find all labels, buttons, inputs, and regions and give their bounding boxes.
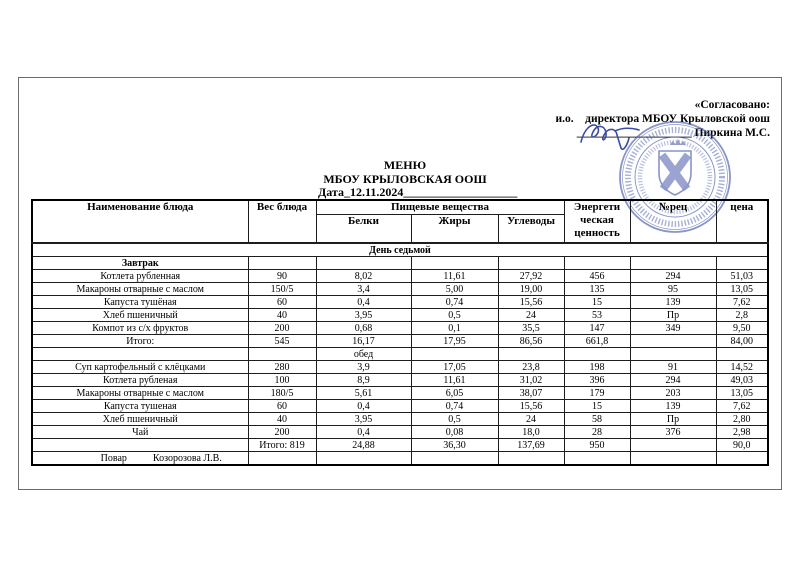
cell-carbs: 18,0 xyxy=(498,426,564,439)
cell-carbs: 86,56 xyxy=(498,335,564,348)
cell-energy xyxy=(564,348,630,361)
cell-recipe: Пр xyxy=(630,413,716,426)
data-row xyxy=(32,426,768,439)
cell-energy: 661,8 xyxy=(564,335,630,348)
signature-underline: ____________________ xyxy=(576,127,692,139)
data-row xyxy=(32,296,768,309)
cell-fat: 0,1 xyxy=(411,322,498,335)
menu-table-header xyxy=(32,200,768,243)
cell-weight xyxy=(248,257,316,270)
data-row xyxy=(32,387,768,400)
cell-protein: 24,88 xyxy=(316,439,411,452)
section-row xyxy=(32,257,768,270)
day-title: День седьмой xyxy=(32,243,768,257)
cell-carbs: 19,00 xyxy=(498,283,564,296)
cell-energy: 147 xyxy=(564,322,630,335)
cell-energy: 28 xyxy=(564,426,630,439)
cell-fat: 0,5 xyxy=(411,413,498,426)
cell-carbs: 35,5 xyxy=(498,322,564,335)
cell-recipe xyxy=(630,335,716,348)
cell-protein: 0,68 xyxy=(316,322,411,335)
data-row xyxy=(32,413,768,426)
cell-recipe: 139 xyxy=(630,296,716,309)
cell-protein: 5,61 xyxy=(316,387,411,400)
header-protein: Белки xyxy=(316,215,411,244)
header-carbs: Углеводы xyxy=(498,215,564,244)
cell-price: 2,80 xyxy=(716,413,768,426)
cell-name: Чай xyxy=(32,426,248,439)
cell-carbs: 23,8 xyxy=(498,361,564,374)
cell-weight: Итого: 819 xyxy=(248,439,316,452)
cell-protein: 3,9 xyxy=(316,361,411,374)
cell-fat: 0,5 xyxy=(411,309,498,322)
cell-weight: 200 xyxy=(248,426,316,439)
menu-title: МЕНЮ xyxy=(383,158,427,172)
cell-carbs: 24 xyxy=(498,309,564,322)
cell-fat: 0,74 xyxy=(411,400,498,413)
cell-energy: 179 xyxy=(564,387,630,400)
data-row xyxy=(32,374,768,387)
cell-energy: 456 xyxy=(564,270,630,283)
cell-price: 2,8 xyxy=(716,309,768,322)
cell-carbs xyxy=(498,348,564,361)
cell-recipe xyxy=(630,452,716,466)
cell-fat xyxy=(411,452,498,466)
cell-name: Суп картофельный с клёцками xyxy=(32,361,248,374)
cell-price: 84,00 xyxy=(716,335,768,348)
cell-name: Котлета рубленая xyxy=(32,374,248,387)
cell-weight: 150/5 xyxy=(248,283,316,296)
cell-protein xyxy=(316,452,411,466)
cell-weight xyxy=(248,348,316,361)
header-row-1 xyxy=(32,200,768,215)
cell-price: 9,50 xyxy=(716,322,768,335)
cell-protein: 3,95 xyxy=(316,413,411,426)
cell-carbs: 15,56 xyxy=(498,296,564,309)
day-row xyxy=(32,243,768,257)
cell-energy: 15 xyxy=(564,296,630,309)
cell-weight xyxy=(248,452,316,466)
cell-recipe: 139 xyxy=(630,400,716,413)
cell-weight: 60 xyxy=(248,296,316,309)
cell-energy: 53 xyxy=(564,309,630,322)
cell-weight: 280 xyxy=(248,361,316,374)
cell-protein: 8,9 xyxy=(316,374,411,387)
cell-price xyxy=(716,348,768,361)
data-row xyxy=(32,400,768,413)
approval-line-1: «Согласовано: xyxy=(694,99,770,111)
cell-recipe: 203 xyxy=(630,387,716,400)
header-recipe-number: №рец xyxy=(630,200,716,243)
cell-recipe xyxy=(630,439,716,452)
cell-protein: 0,4 xyxy=(316,296,411,309)
cell-name: Хлеб пшеничный xyxy=(32,309,248,322)
cell-weight: 40 xyxy=(248,309,316,322)
title-block xyxy=(250,159,560,200)
cell-protein: 0,4 xyxy=(316,400,411,413)
cell-recipe: 294 xyxy=(630,374,716,387)
cell-protein: 0,4 xyxy=(316,426,411,439)
cell-price xyxy=(716,452,768,466)
cell-name: Компот из с/х фруктов xyxy=(32,322,248,335)
cell-weight: 90 xyxy=(248,270,316,283)
cell-protein: 8,02 xyxy=(316,270,411,283)
cell-energy xyxy=(564,257,630,270)
cell-carbs xyxy=(498,452,564,466)
data-row xyxy=(32,348,768,361)
cook-signature xyxy=(32,452,248,466)
cell-fat: 11,61 xyxy=(411,270,498,283)
total-row xyxy=(32,439,768,452)
header-price: цена xyxy=(716,200,768,243)
cell-protein: обед xyxy=(316,348,411,361)
cell-weight: 545 xyxy=(248,335,316,348)
cell-weight: 60 xyxy=(248,400,316,413)
cell-recipe: 376 xyxy=(630,426,716,439)
cell-fat: 0,74 xyxy=(411,296,498,309)
cell-name: Капуста тушёная xyxy=(32,296,248,309)
cell-energy: 950 xyxy=(564,439,630,452)
data-row xyxy=(32,283,768,296)
cell-carbs: 24 xyxy=(498,413,564,426)
cell-carbs: 15,56 xyxy=(498,400,564,413)
cell-carbs: 38,07 xyxy=(498,387,564,400)
cell-fat: 0,08 xyxy=(411,426,498,439)
footer-row xyxy=(32,452,768,466)
cell-protein: 3,4 xyxy=(316,283,411,296)
cook-label: Повар xyxy=(100,452,127,464)
cell-price: 90,0 xyxy=(716,439,768,452)
header-weight: Вес блюда xyxy=(248,200,316,243)
approver-name: Пиркина М.С. xyxy=(694,127,770,139)
cell-fat: 17,95 xyxy=(411,335,498,348)
cell-weight: 40 xyxy=(248,413,316,426)
cell-price: 7,62 xyxy=(716,400,768,413)
cell-energy: 396 xyxy=(564,374,630,387)
cell-carbs: 27,92 xyxy=(498,270,564,283)
cell-price: 51,03 xyxy=(716,270,768,283)
cell-protein: 3,95 xyxy=(316,309,411,322)
data-row xyxy=(32,270,768,283)
cell-weight: 180/5 xyxy=(248,387,316,400)
cell-price: 13,05 xyxy=(716,283,768,296)
cell-fat: 17,05 xyxy=(411,361,498,374)
cell-fat xyxy=(411,257,498,270)
menu-date: Дата_12.11.2024___________________ xyxy=(318,185,518,199)
menu-table xyxy=(31,199,769,466)
cell-carbs xyxy=(498,257,564,270)
cell-carbs: 31,02 xyxy=(498,374,564,387)
header-energy: Энергети ческая ценность xyxy=(564,200,630,243)
header-fat: Жиры xyxy=(411,215,498,244)
cell-energy: 198 xyxy=(564,361,630,374)
cell-price: 14,52 xyxy=(716,361,768,374)
cell-price xyxy=(716,257,768,270)
total-row xyxy=(32,335,768,348)
cell-price: 7,62 xyxy=(716,296,768,309)
cell-fat: 36,30 xyxy=(411,439,498,452)
cell-weight: 100 xyxy=(248,374,316,387)
cell-recipe xyxy=(630,348,716,361)
cell-recipe xyxy=(630,257,716,270)
cell-protein xyxy=(316,257,411,270)
school-name: МБОУ КРЫЛОВСКАЯ ООШ xyxy=(323,171,487,186)
cell-weight: 200 xyxy=(248,322,316,335)
data-row xyxy=(32,322,768,335)
cell-recipe: Пр xyxy=(630,309,716,322)
cell-recipe: 95 xyxy=(630,283,716,296)
cell-name: Хлеб пшеничный xyxy=(32,413,248,426)
data-row xyxy=(32,361,768,374)
cell-carbs: 137,69 xyxy=(498,439,564,452)
menu-table-body xyxy=(32,243,768,465)
data-row xyxy=(32,309,768,322)
cell-energy xyxy=(564,452,630,466)
cell-name: Итого: xyxy=(32,335,248,348)
cell-fat xyxy=(411,348,498,361)
cell-energy: 15 xyxy=(564,400,630,413)
header-nutrients: Пищевые вещества xyxy=(316,200,564,215)
cell-name: Котлета рубленная xyxy=(32,270,248,283)
cell-recipe: 349 xyxy=(630,322,716,335)
cell-fat: 5,00 xyxy=(411,283,498,296)
cell-price: 13,05 xyxy=(716,387,768,400)
cell-fat: 11,61 xyxy=(411,374,498,387)
cell-recipe: 294 xyxy=(630,270,716,283)
cell-name: Завтрак xyxy=(32,257,248,270)
cell-energy: 58 xyxy=(564,413,630,426)
cell-fat: 6,05 xyxy=(411,387,498,400)
cell-energy: 135 xyxy=(564,283,630,296)
cell-name xyxy=(32,348,248,361)
header-dish-name: Наименование блюда xyxy=(32,200,248,243)
cell-name: Макароны отварные с маслом xyxy=(32,283,248,296)
approval-line-2: и.о. директора МБОУ Крыловской оош xyxy=(555,113,770,125)
cell-name xyxy=(32,439,248,452)
cell-name: Капуста тушеная xyxy=(32,400,248,413)
cell-price: 2,98 xyxy=(716,426,768,439)
cell-name: Макароны отварные с маслом xyxy=(32,387,248,400)
cook-name: Козорозова Л.В. xyxy=(152,452,222,464)
cell-recipe: 91 xyxy=(630,361,716,374)
cell-protein: 16,17 xyxy=(316,335,411,348)
cell-price: 49,03 xyxy=(716,374,768,387)
